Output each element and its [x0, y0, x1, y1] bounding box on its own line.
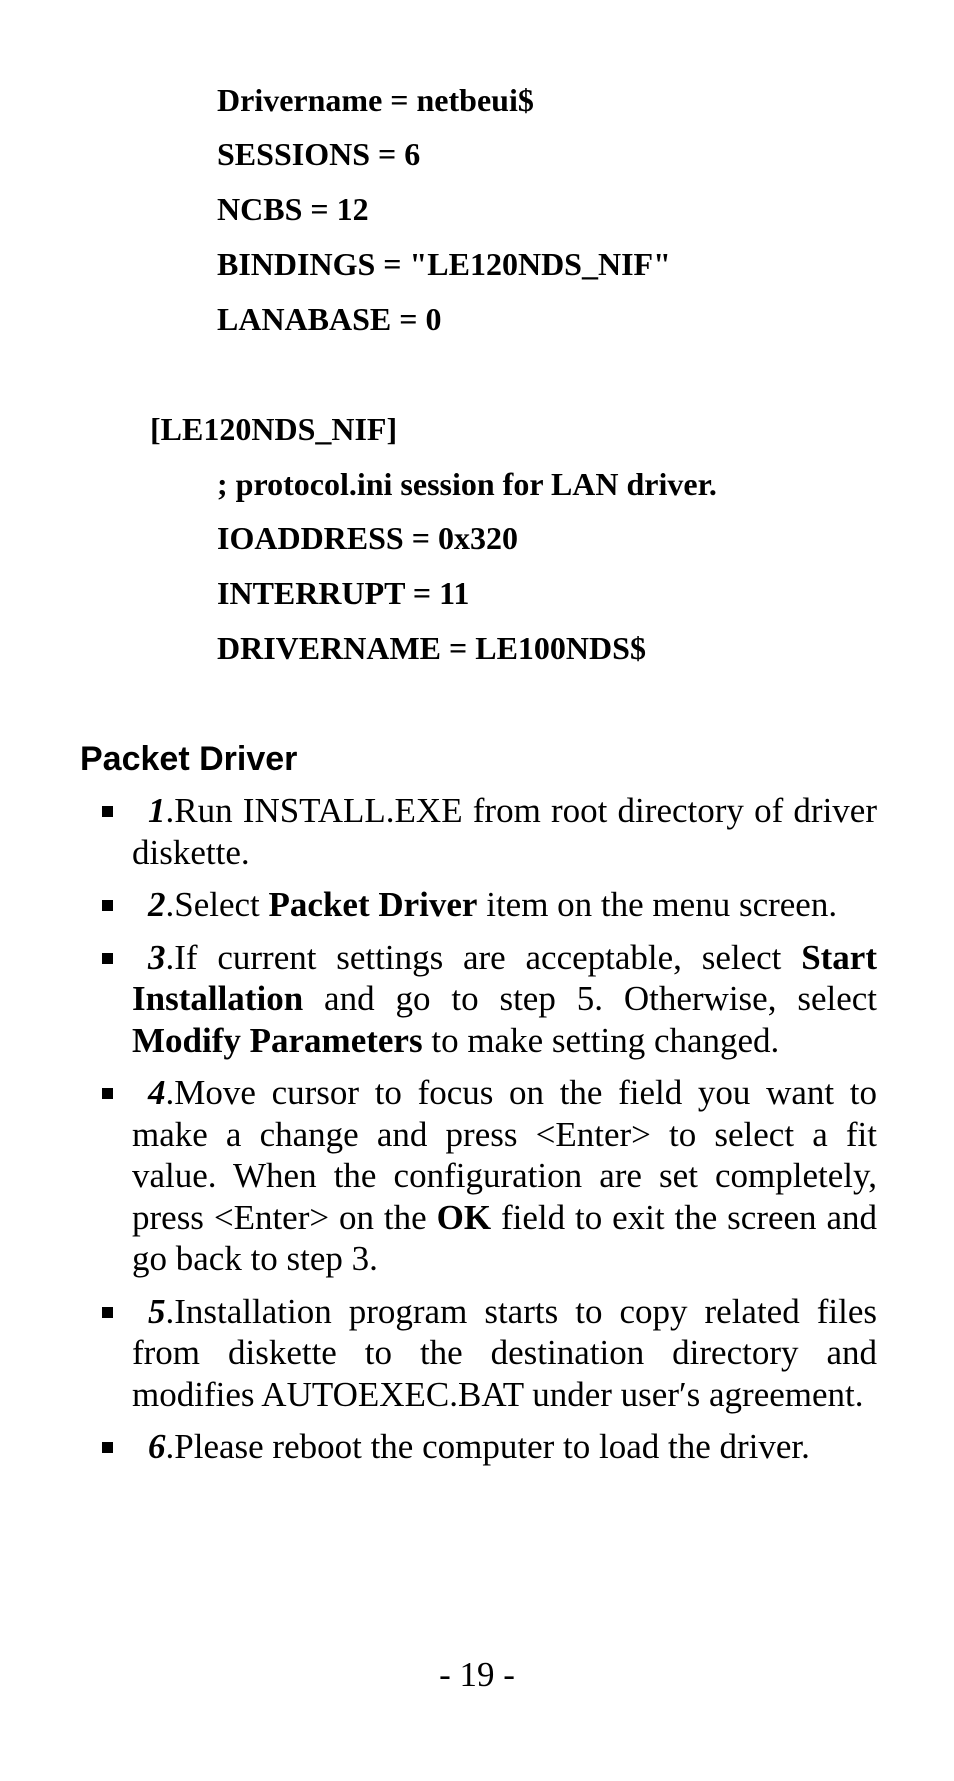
step-text: field to exit the screen and go back to step 3. [132, 1197, 877, 1278]
steps-list [0, 790, 954, 1479]
config-line-drivername-lan: DRIVERNAME = LE100NDS$ [217, 630, 646, 666]
step-item [132, 1072, 877, 1280]
step-item [132, 790, 877, 873]
config-line-interrupt: INTERRUPT = 11 [217, 575, 470, 611]
step-text-bold: Packet Driver [268, 885, 478, 924]
step-text: .Select [165, 885, 269, 924]
square-bullet-icon [102, 953, 113, 964]
square-bullet-icon [102, 806, 113, 817]
config-line-drivername: Drivername = netbeui$ [217, 82, 534, 118]
step-text: .Move cursor to focus on the field you want to make a change and press <Enter> to select a fit value. When the configuration are set completely, press <Enter> on the [132, 1073, 877, 1237]
step-item [132, 884, 877, 926]
config-line-bindings: BINDINGS = "LE120NDS_NIF" [217, 246, 671, 282]
square-bullet-icon [102, 900, 113, 911]
step-text-bold: Modify Parameters [132, 1020, 423, 1060]
step-number: 1 [148, 791, 166, 830]
step-text: and go to step 5. Otherwise, select [303, 979, 877, 1018]
step-item [132, 937, 877, 1062]
step-text: to make setting changed. [422, 1020, 780, 1060]
step-text: .Installation program starts to copy related files from diskette to the destination directory and modifies AUTOEXEC.BAT under user′s agreement. [132, 1291, 877, 1414]
step-item [132, 1426, 877, 1468]
config-section-header: [LE120NDS_NIF] [150, 411, 398, 447]
square-bullet-icon [102, 1307, 113, 1318]
step-number: 2 [148, 885, 166, 924]
step-text-bold: Start Installation [132, 937, 877, 1018]
square-bullet-icon [102, 1442, 113, 1453]
step-number: 3 [148, 937, 166, 977]
step-number: 4 [148, 1073, 166, 1112]
step-text: .Please reboot the computer to load the driver. [165, 1427, 810, 1466]
step-item [132, 1291, 877, 1416]
step-text: .Run INSTALL.EXE from root directory of driver diskette. [132, 791, 877, 872]
page-number: - 19 - [439, 1655, 515, 1694]
config-line-comment: ; protocol.ini session for LAN driver. [217, 466, 717, 502]
config-line-ioaddress: IOADDRESS = 0x320 [217, 520, 518, 556]
step-number: 5 [148, 1291, 166, 1331]
config-line-lanabase: LANABASE = 0 [217, 301, 442, 337]
config-line-sessions: SESSIONS = 6 [217, 136, 421, 172]
step-number: 6 [148, 1427, 166, 1466]
step-text: .If current settings are acceptable, select [165, 937, 802, 977]
square-bullet-icon [102, 1088, 113, 1099]
step-text: item on the menu screen. [477, 885, 838, 924]
config-line-ncbs: NCBS = 12 [217, 191, 369, 227]
section-title: Packet Driver [80, 740, 298, 778]
step-text-bold: OK [436, 1197, 492, 1237]
